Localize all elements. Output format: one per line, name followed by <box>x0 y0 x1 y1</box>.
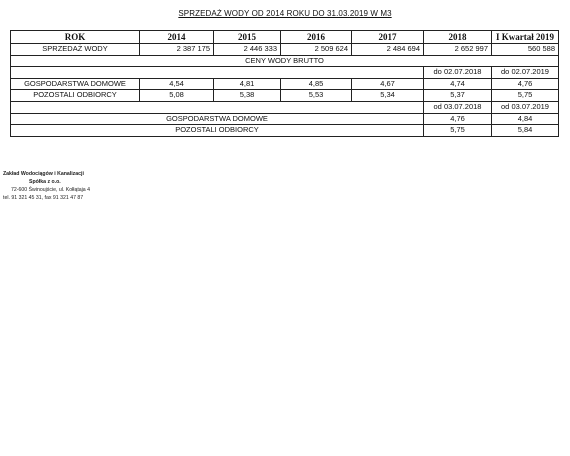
stamp-line: Zakład Wodociągów i Kanalizacji <box>3 171 84 177</box>
price-value: 5,53 <box>281 90 352 102</box>
price-value: 4,85 <box>281 78 352 90</box>
sales-value: 560 588 <box>492 44 559 56</box>
price-value: 5,34 <box>352 90 424 102</box>
sales-value: 2 509 624 <box>281 44 352 56</box>
water-sales-table <box>10 30 559 137</box>
period-label: od 03.07.2019 <box>492 101 559 113</box>
price-value: 4,54 <box>140 78 214 90</box>
sales-row <box>11 44 559 56</box>
price-value: 5,38 <box>214 90 281 102</box>
stamp-line: 72-600 Świnoujście, ul. Kołłątaja 4 <box>11 187 91 193</box>
sales-value: 2 652 997 <box>424 44 492 56</box>
price-value: 4,76 <box>424 113 492 125</box>
header-year: 2017 <box>352 31 424 44</box>
row-label: GOSPODARSTWA DOMOWE <box>11 78 140 90</box>
sales-value: 2 446 333 <box>214 44 281 56</box>
period-label: do 02.07.2018 <box>424 67 492 79</box>
period2-header-row <box>11 101 559 113</box>
prices-title-row <box>11 55 559 67</box>
sales-value: 2 484 694 <box>352 44 424 56</box>
header-year: 2018 <box>424 31 492 44</box>
price-value: 4,74 <box>424 78 492 90</box>
sales-value: 2 387 175 <box>140 44 214 56</box>
price-row <box>11 113 559 125</box>
stamp-line: Spółka z o.o. <box>29 179 61 185</box>
header-year: I Kwartał 2019 <box>492 31 559 44</box>
period-label: do 02.07.2019 <box>492 67 559 79</box>
header-year: 2016 <box>281 31 352 44</box>
price-row <box>11 78 559 90</box>
company-stamp <box>3 170 113 202</box>
price-value: 5,37 <box>424 90 492 102</box>
price-value: 4,81 <box>214 78 281 90</box>
stamp-line: tel. 91 321 45 31, fax 91 321 47 87 <box>3 195 84 201</box>
header-year: 2015 <box>214 31 281 44</box>
price-row <box>11 90 559 102</box>
price-value: 4,84 <box>492 113 559 125</box>
price-value: 4,76 <box>492 78 559 90</box>
period1-header-row <box>11 67 559 79</box>
empty-cell <box>11 101 424 113</box>
header-row <box>11 31 559 44</box>
row-label: SPRZEDAŻ WODY <box>11 44 140 56</box>
header-label: ROK <box>11 31 140 44</box>
header-year: 2014 <box>140 31 214 44</box>
row-label: GOSPODARSTWA DOMOWE <box>11 113 424 125</box>
row-label: POZOSTALI ODBIORCY <box>11 125 424 137</box>
price-value: 5,84 <box>492 125 559 137</box>
price-value: 5,08 <box>140 90 214 102</box>
document-title: SPRZEDAŻ WODY OD 2014 ROKU DO 31.03.2019 W M3 <box>178 9 392 18</box>
price-value: 5,75 <box>424 125 492 137</box>
price-value: 4,67 <box>352 78 424 90</box>
price-row <box>11 125 559 137</box>
price-value: 5,75 <box>492 90 559 102</box>
empty-cell <box>11 67 424 79</box>
prices-title: CENY WODY BRUTTO <box>11 55 559 67</box>
row-label: POZOSTALI ODBIORCY <box>11 90 140 102</box>
period-label: od 03.07.2018 <box>424 101 492 113</box>
